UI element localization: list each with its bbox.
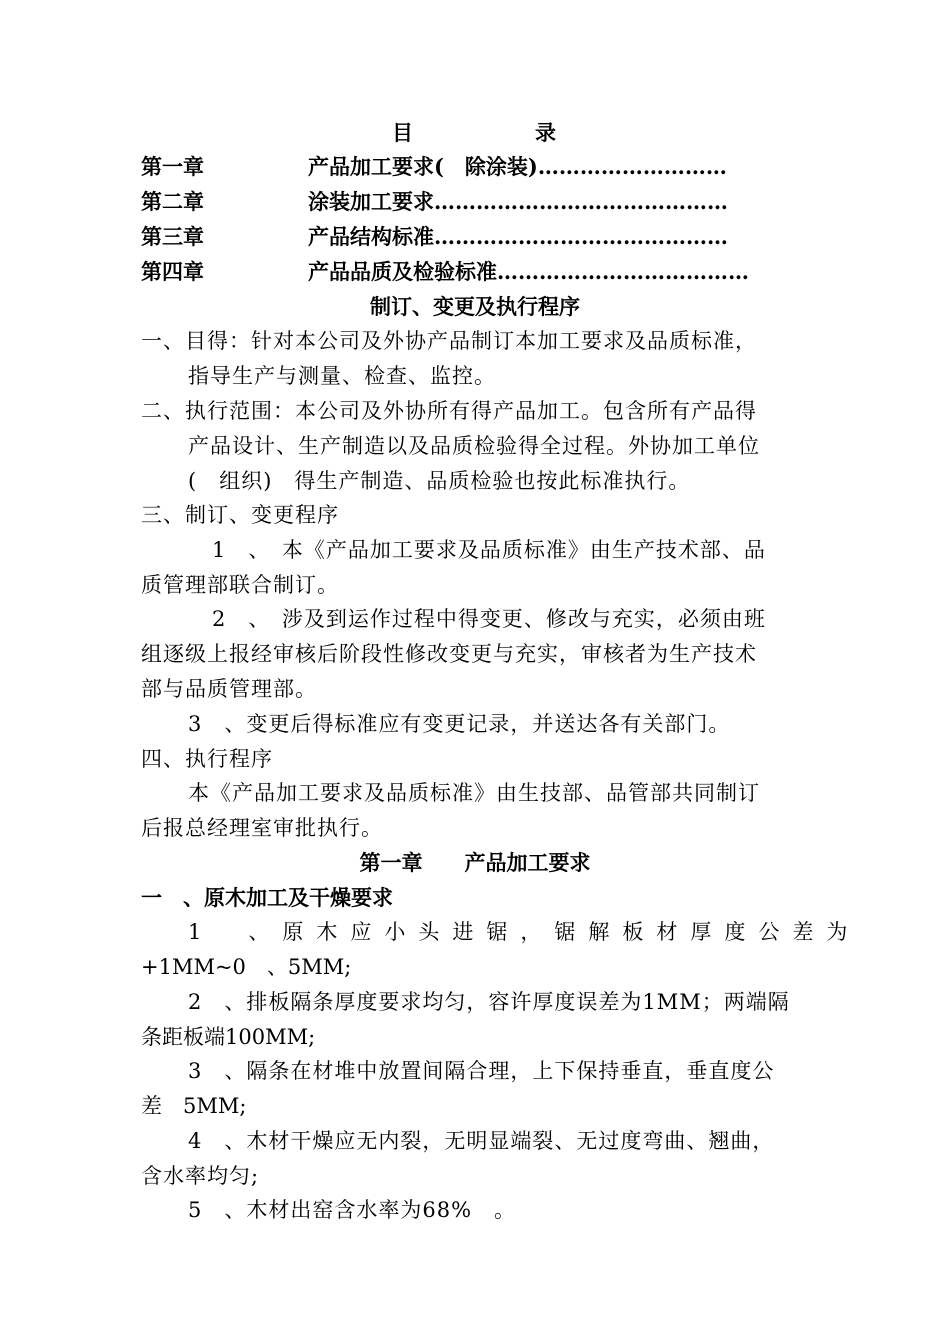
paragraph-line: 部与品质管理部。 (141, 677, 317, 701)
toc-title: 产品加工要求( 除涂装)……………………… (308, 154, 727, 179)
paragraph-line: 本《产品加工要求及品质标准》由生技部、品管部共同制订 (188, 781, 760, 805)
paragraph-line: 条距板端100MM; (141, 1025, 316, 1049)
toc-title: 产品结构标准…………………………………… (308, 224, 728, 249)
paragraph-line: +1MM~0 、5MM; (141, 955, 352, 979)
paragraph-line: 差 5MM; (141, 1094, 247, 1118)
paragraph-line: 三、制订、变更程序 (141, 503, 339, 527)
paragraph-line: 2 、 涉及到运作过程中得变更、修改与充实，必须由班 (212, 607, 766, 631)
paragraph-line: ( 组织) 得生产制造、品质检验也按此标准执行。 (188, 469, 691, 493)
toc-chapter: 第四章 (141, 259, 204, 284)
toc-title: 产品品质及检验标准……………………………… (308, 259, 749, 284)
toc-chapter: 第二章 (141, 189, 204, 214)
toc-heading-right: 录 (535, 120, 556, 145)
paragraph-line: 指导生产与测量、检查、监控。 (188, 364, 496, 388)
paragraph-line: 组逐级上报经审核后阶段性修改变更与充实，审核者为生产技术 (141, 642, 757, 666)
paragraph-line: 4 、木材干燥应无内裂，无明显端裂、无过度弯曲、翘曲， (188, 1129, 775, 1153)
chapter-heading: 第一章 产品加工要求 (359, 850, 591, 875)
paragraph-line: 1 、 本《产品加工要求及品质标准》由生产技术部、品 (212, 538, 766, 562)
toc-heading-left: 目 (392, 120, 413, 145)
toc-chapter: 第一章 (141, 154, 204, 179)
paragraph-line: 5 、木材出窑含水率为68% 。 (188, 1198, 517, 1222)
procedure-heading: 制订、变更及执行程序 (370, 294, 580, 319)
paragraph-line: 产品设计、生产制造以及品质检验得全过程。外协加工单位 (188, 434, 760, 458)
section-heading: 一 、原木加工及干燥要求 (141, 885, 393, 910)
paragraph-line: 1 、原木应小头进锯，锯解板材厚度公差为 (188, 920, 861, 944)
paragraph-line: 2 、排板隔条厚度要求均匀，容许厚度误差为1MM；两端隔 (188, 990, 790, 1014)
paragraph-line: 一、目得：针对本公司及外协产品制订本加工要求及品质标准， (141, 329, 757, 353)
paragraph-line: 含水率均匀; (141, 1164, 260, 1188)
toc-title: 涂装加工要求…………………………………… (308, 189, 728, 214)
paragraph-line: 质管理部联合制订。 (141, 573, 339, 597)
paragraph-line: 后报总经理室审批执行。 (141, 816, 383, 840)
paragraph-line: 3 、变更后得标准应有变更记录，并送达各有关部门。 (188, 712, 731, 736)
paragraph-line: 3 、隔条在材堆中放置间隔合理，上下保持垂直，垂直度公 (188, 1059, 775, 1083)
paragraph-line: 二、执行范围：本公司及外协所有得产品加工。包含所有产品得 (141, 399, 757, 423)
toc-chapter: 第三章 (141, 224, 204, 249)
paragraph-line: 四、执行程序 (141, 747, 273, 771)
